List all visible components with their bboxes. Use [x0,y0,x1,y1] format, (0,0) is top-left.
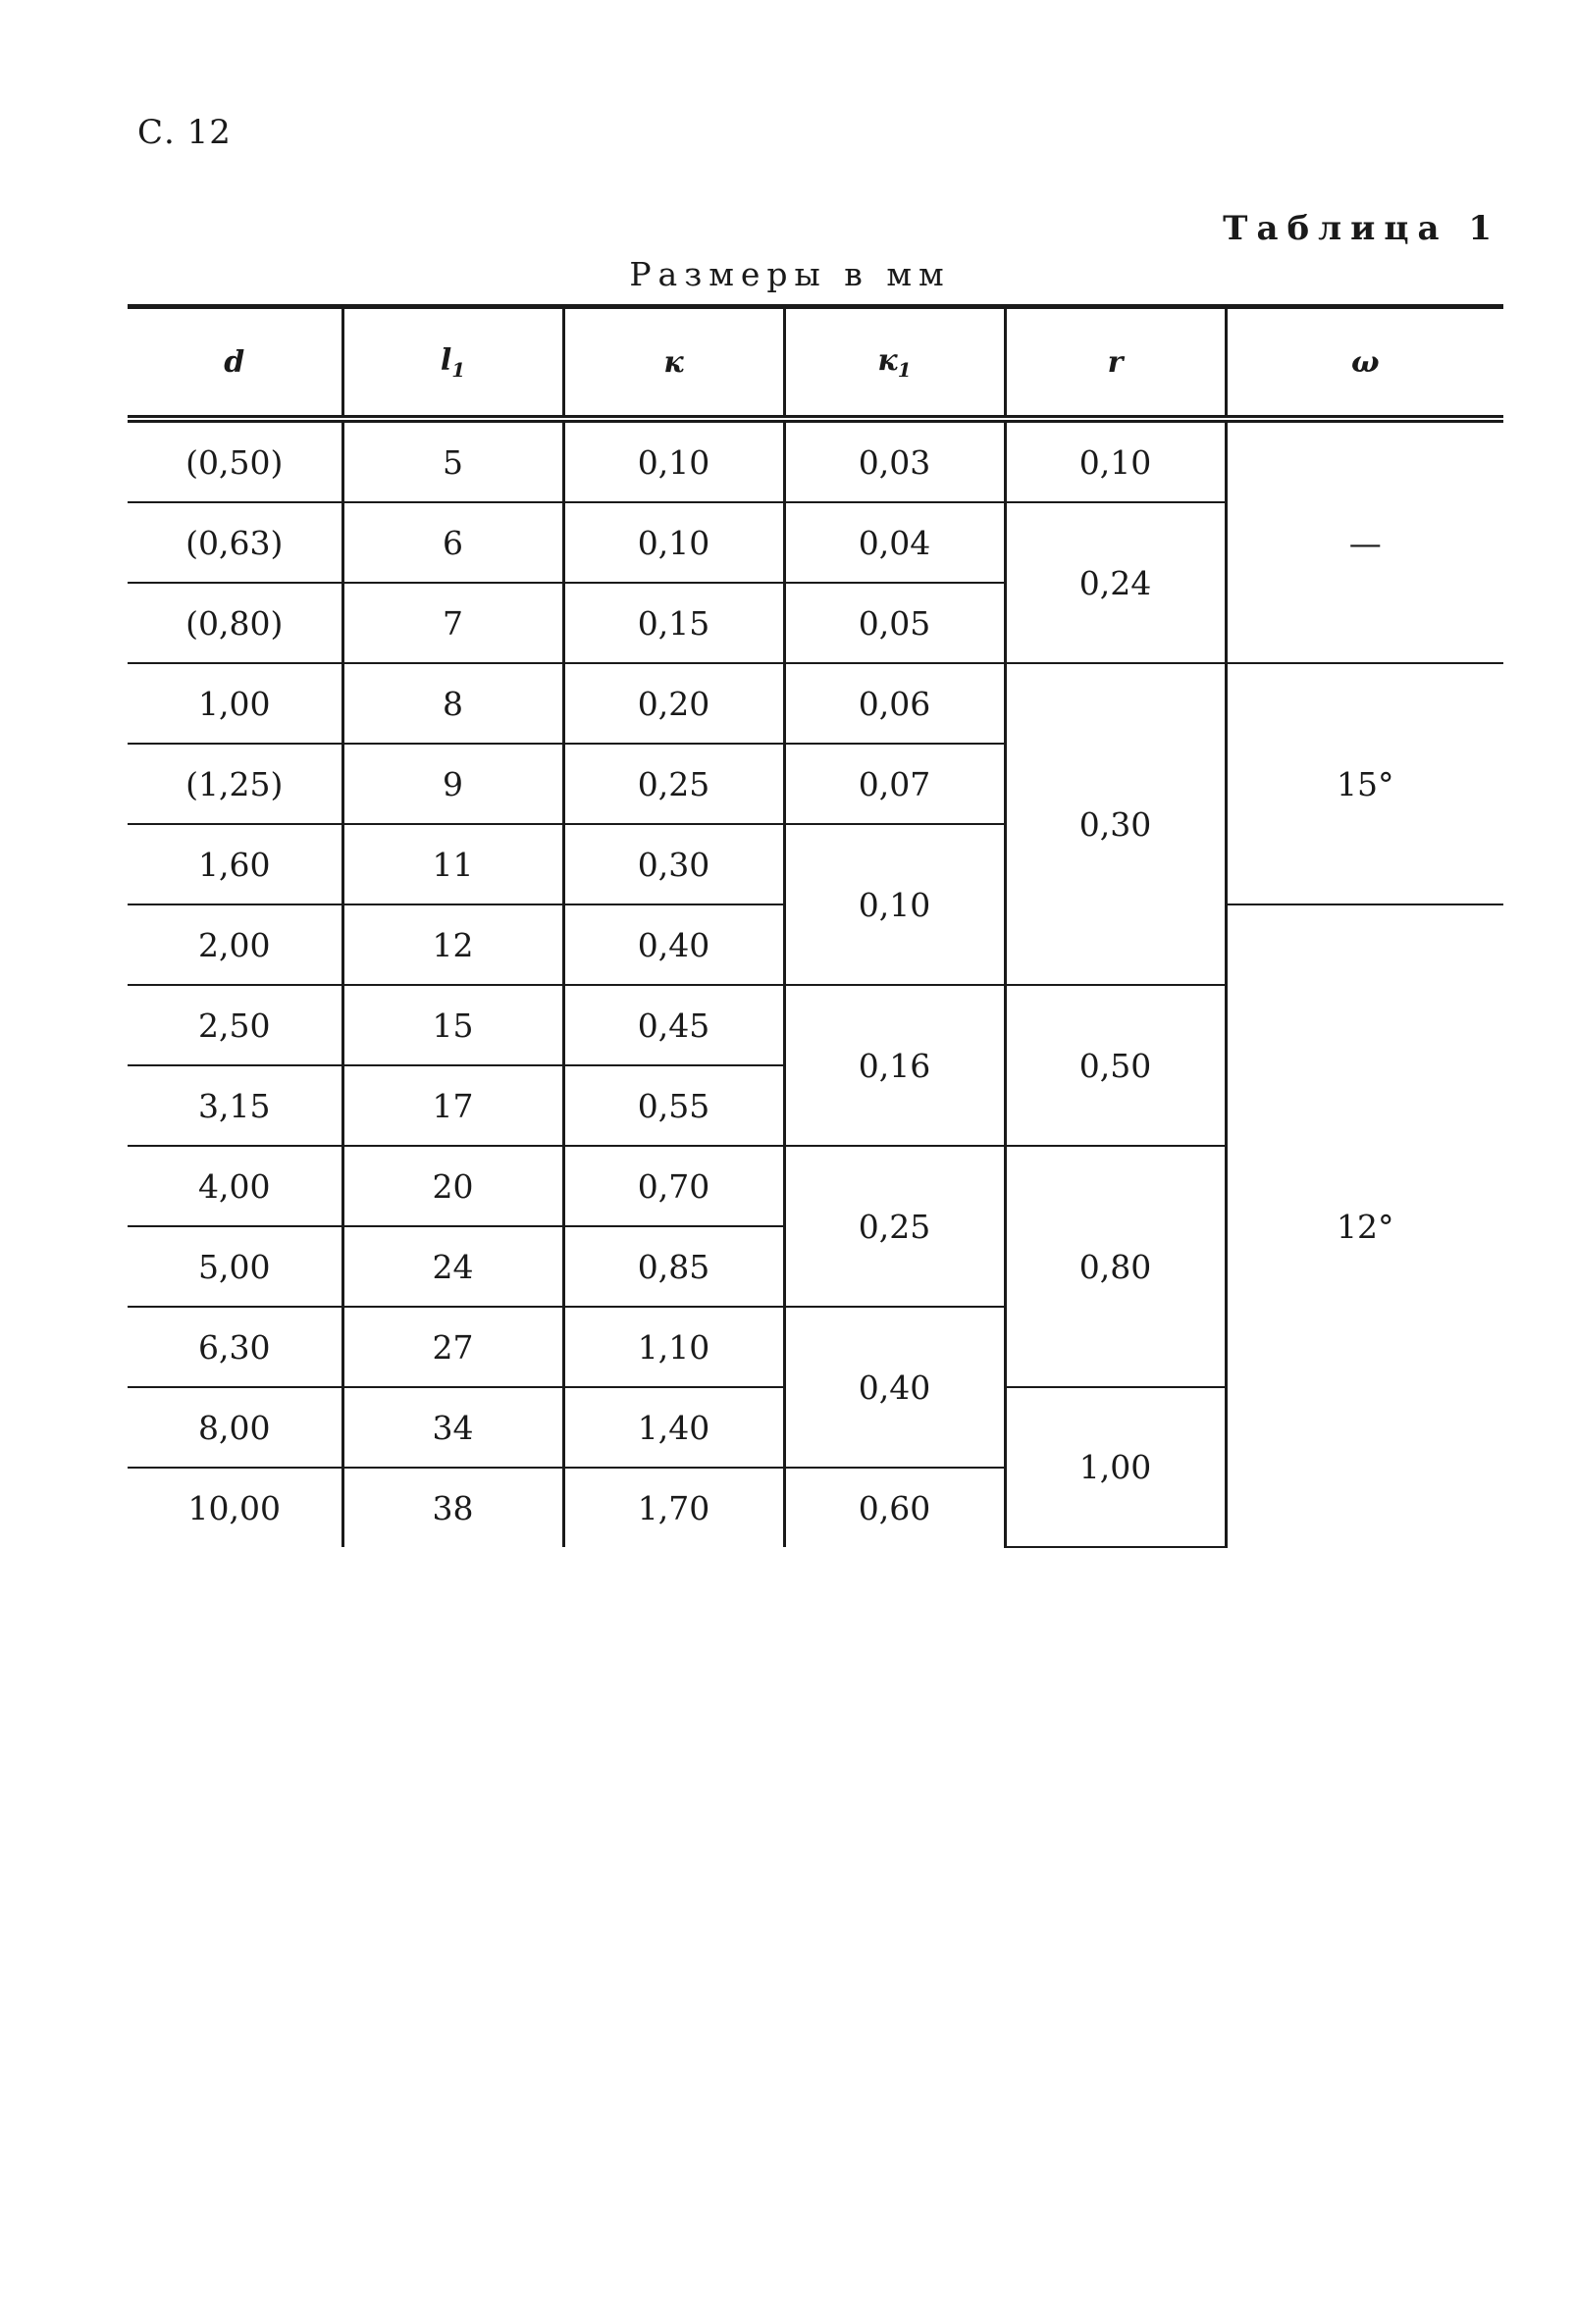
cell-l1: 38 [342,1468,563,1547]
cell-r: 0,24 [1005,502,1226,663]
cell-l1: 6 [342,502,563,583]
cell-k1: 0,05 [784,583,1005,663]
cell-r: 0,10 [1005,419,1226,502]
header-l1-sub: 1 [451,357,466,382]
cell-k1: 0,40 [784,1307,1005,1468]
cell-k1: 0,04 [784,502,1005,583]
cell-k1: 0,06 [784,663,1005,744]
cell-k: 0,20 [563,663,784,744]
cell-k: 0,10 [563,502,784,583]
cell-omega: 15° [1226,663,1503,904]
cell-r: 1,00 [1005,1387,1226,1547]
page-number: С. 12 [137,113,232,152]
cell-k: 0,15 [563,583,784,663]
cell-k: 1,10 [563,1307,784,1387]
cell-d: 5,00 [128,1226,342,1307]
cell-d: (0,50) [128,419,342,502]
cell-k: 0,85 [563,1226,784,1307]
cell-l1: 15 [342,985,563,1065]
cell-k: 0,10 [563,419,784,502]
table-row [128,663,1503,744]
cell-d: 6,30 [128,1307,342,1387]
cell-l1: 12 [342,904,563,985]
cell-l1: 9 [342,744,563,824]
cell-r: 0,50 [1005,985,1226,1146]
cell-d: 2,50 [128,985,342,1065]
cell-d: 2,00 [128,904,342,985]
cell-k: 0,30 [563,824,784,904]
cell-l1: 7 [342,583,563,663]
cell-d: 3,15 [128,1065,342,1146]
header-k1 [784,307,1005,420]
cell-l1: 20 [342,1146,563,1226]
cell-l1: 24 [342,1226,563,1307]
cell-k1: 0,60 [784,1468,1005,1547]
cell-d: 1,60 [128,824,342,904]
header-omega: ω [1226,307,1503,420]
cell-k: 0,70 [563,1146,784,1226]
header-k1-main: к [877,342,898,378]
cell-k: 0,55 [563,1065,784,1146]
header-k: к [563,307,784,420]
cell-d: 8,00 [128,1387,342,1468]
cell-k: 1,40 [563,1387,784,1468]
cell-k1: 0,16 [784,985,1005,1146]
cell-k: 0,45 [563,985,784,1065]
cell-d: (0,80) [128,583,342,663]
cell-k1: 0,07 [784,744,1005,824]
header-l1 [342,307,563,420]
cell-l1: 17 [342,1065,563,1146]
header-d: d [128,307,342,420]
cell-k: 0,40 [563,904,784,985]
cell-r: 0,30 [1005,663,1226,985]
cell-k1: 0,03 [784,419,1005,502]
cell-k: 1,70 [563,1468,784,1547]
cell-r: 0,80 [1005,1146,1226,1387]
cell-d: 1,00 [128,663,342,744]
cell-k1: 0,25 [784,1146,1005,1307]
cell-l1: 34 [342,1387,563,1468]
cell-l1: 27 [342,1307,563,1387]
cell-k1: 0,10 [784,824,1005,985]
cell-d: 4,00 [128,1146,342,1226]
cell-d: 10,00 [187,1488,281,1527]
header-r: r [1005,307,1226,420]
dimensions-table [128,304,1503,1548]
cell-l1: 5 [342,419,563,502]
table-row [128,419,1503,502]
cell-omega: — [1226,419,1503,663]
cell-omega: 12° [1226,904,1503,1547]
cell-l1: 8 [342,663,563,744]
header-l1-main: l [440,342,452,378]
table-label: Таблица 1 [1223,209,1500,248]
cell-d: (1,25) [128,744,342,824]
header-row [128,307,1503,420]
cell-k: 0,25 [563,744,784,824]
cell-d: (0,63) [128,502,342,583]
header-k1-sub: 1 [897,357,912,382]
cell-l1: 11 [342,824,563,904]
units-caption: Размеры в мм [629,255,951,293]
